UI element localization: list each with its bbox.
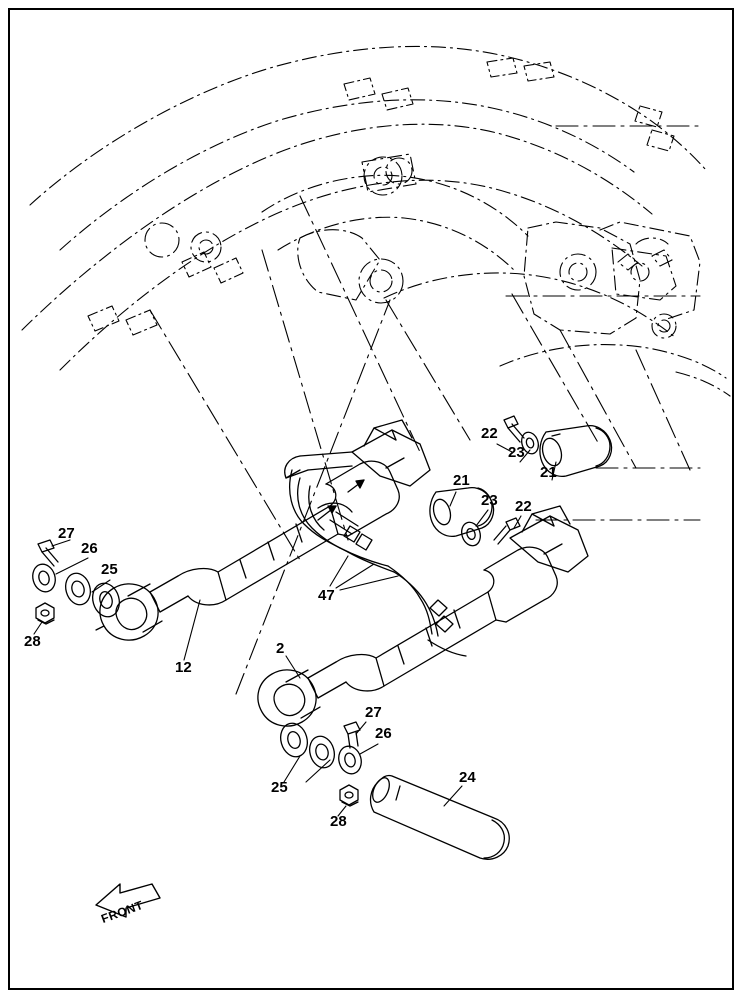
callout-25-right: 25 (271, 779, 288, 796)
callout-28-right: 28 (330, 813, 347, 830)
callout-12: 12 (175, 659, 192, 676)
callout-leaders (34, 444, 556, 816)
boom-pin-bosses (145, 154, 676, 338)
callout-22-upper: 22 (481, 425, 498, 442)
boom-weld-pads (88, 58, 674, 335)
callout-28-left: 28 (24, 633, 41, 650)
callout-24: 24 (459, 769, 476, 786)
front-arrow-label: FRONT (99, 897, 146, 926)
pin-24 (369, 775, 509, 859)
callout-27-right: 27 (365, 704, 382, 721)
callout-26-left: 26 (81, 540, 98, 557)
flow-arrows (318, 480, 364, 520)
callout-2: 2 (276, 640, 285, 657)
bolt-22-center (494, 518, 520, 544)
lower-cylinder-assembly (258, 506, 588, 726)
bolt-22-upper (504, 416, 524, 442)
callout-26-right: 26 (375, 725, 392, 742)
callout-21-upper: 21 (540, 464, 557, 481)
callout-25-left: 25 (101, 561, 118, 578)
section-leader-lines (150, 126, 700, 694)
upper-cylinder-assembly (96, 420, 430, 640)
callout-23-center: 23 (481, 492, 498, 509)
boom-phantom-outline (22, 46, 730, 396)
hardware-stack-right (277, 720, 365, 806)
callout-22-center: 22 (515, 498, 532, 515)
hardware-stack-left (30, 540, 124, 624)
callout-47: 47 (318, 587, 335, 604)
callout-23-upper: 23 (508, 444, 525, 461)
washer-23-center (459, 520, 484, 548)
callout-27-left: 27 (58, 525, 75, 542)
callout-21-center: 21 (453, 472, 470, 489)
